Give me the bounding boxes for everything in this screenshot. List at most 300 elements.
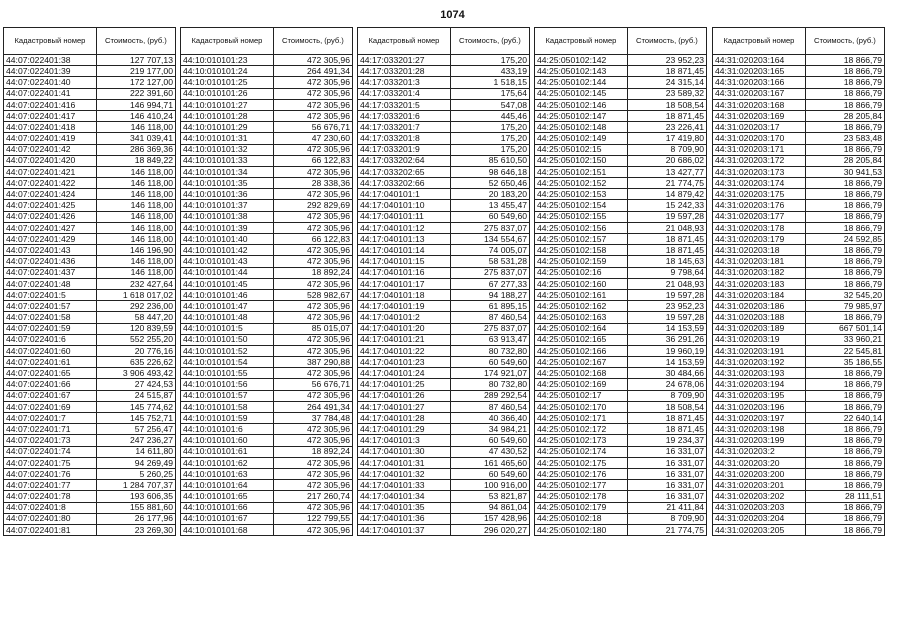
cost-value: 146 118,00 bbox=[96, 189, 175, 200]
table-row bbox=[713, 222, 885, 233]
cost-value: 3 906 493,42 bbox=[96, 368, 175, 379]
table-row bbox=[358, 99, 530, 110]
table-row bbox=[358, 222, 530, 233]
table-row bbox=[4, 144, 176, 155]
cost-value: 21 048,93 bbox=[627, 222, 706, 233]
cadastral-number: 44:10:010101:50 bbox=[181, 334, 274, 345]
cadastral-number: 44:07:022401:65 bbox=[4, 368, 97, 379]
cadastral-number: 44:10:010101:33 bbox=[181, 155, 274, 166]
cost-value: 146 118,00 bbox=[96, 256, 175, 267]
table-row bbox=[358, 468, 530, 479]
cadastral-number: 44:25:050102:160 bbox=[535, 278, 628, 289]
table-row bbox=[713, 524, 885, 535]
cadastral-number: 44:10:010101:43 bbox=[181, 256, 274, 267]
table-row bbox=[535, 491, 707, 502]
cadastral-number: 44:10:010101:37 bbox=[181, 200, 274, 211]
cadastral-number: 44:25:050102:167 bbox=[535, 357, 628, 368]
table-row bbox=[4, 334, 176, 345]
table-row bbox=[535, 401, 707, 412]
cadastral-number: 44:07:022401:422 bbox=[4, 178, 97, 189]
table-row bbox=[181, 301, 353, 312]
cost-value: 174 921,07 bbox=[450, 368, 529, 379]
cost-value: 472 305,96 bbox=[273, 222, 352, 233]
table-row bbox=[181, 55, 353, 66]
table-row bbox=[535, 166, 707, 177]
cadastral-number: 44:07:022401:48 bbox=[4, 278, 97, 289]
table-row bbox=[358, 166, 530, 177]
table-row bbox=[181, 468, 353, 479]
cadastral-number: 44:10:010101:64 bbox=[181, 480, 274, 491]
table-row bbox=[181, 200, 353, 211]
table-row bbox=[4, 413, 176, 424]
table-row bbox=[535, 178, 707, 189]
table-row bbox=[713, 379, 885, 390]
cost-value: 14 153,59 bbox=[627, 323, 706, 334]
cost-value: 445,46 bbox=[450, 110, 529, 121]
cost-value: 30 941,53 bbox=[805, 166, 884, 177]
cost-value: 47 230,60 bbox=[273, 133, 352, 144]
table-row bbox=[535, 99, 707, 110]
cost-value: 18 866,79 bbox=[805, 77, 884, 88]
cost-value: 23 952,23 bbox=[627, 301, 706, 312]
table-row bbox=[713, 390, 885, 401]
table-row bbox=[358, 379, 530, 390]
table-row bbox=[4, 301, 176, 312]
cost-value: 18 866,79 bbox=[805, 211, 884, 222]
cadastral-number: 44:17:040101:34 bbox=[358, 491, 451, 502]
cadastral-number: 44:17:040101:30 bbox=[358, 446, 451, 457]
cadastral-number: 44:10:010101:5 bbox=[181, 323, 274, 334]
cost-value: 87 460,54 bbox=[450, 401, 529, 412]
cadastral-number: 44:17:033202:66 bbox=[358, 178, 451, 189]
cost-value: 18 871,45 bbox=[627, 66, 706, 77]
cadastral-number: 44:31:020203:200 bbox=[713, 468, 806, 479]
table-row bbox=[4, 166, 176, 177]
cost-value: 16 331,07 bbox=[627, 491, 706, 502]
cadastral-number: 44:17:040101:24 bbox=[358, 368, 451, 379]
cadastral-number: 44:17:033201:28 bbox=[358, 66, 451, 77]
cadastral-number: 44:17:040101:16 bbox=[358, 267, 451, 278]
cost-value: 19 597,28 bbox=[627, 211, 706, 222]
cadastral-number: 44:25:050102:147 bbox=[535, 110, 628, 121]
cost-value: 18 866,79 bbox=[805, 278, 884, 289]
cadastral-number: 44:25:050102:16 bbox=[535, 267, 628, 278]
cost-value: 30 484,66 bbox=[627, 368, 706, 379]
table-row bbox=[181, 457, 353, 468]
cadastral-number: 44:10:010101:63 bbox=[181, 468, 274, 479]
cadastral-number: 44:10:010101:34 bbox=[181, 166, 274, 177]
table-row bbox=[535, 424, 707, 435]
cost-value: 18 866,79 bbox=[805, 245, 884, 256]
cadastral-number: 44:31:020203:168 bbox=[713, 99, 806, 110]
table-row bbox=[181, 222, 353, 233]
table-row bbox=[713, 155, 885, 166]
header-cost: Стоимость, (руб.) bbox=[96, 28, 175, 55]
table-row bbox=[535, 66, 707, 77]
cadastral-number: 44:25:050102:152 bbox=[535, 178, 628, 189]
cost-value: 146 118,00 bbox=[96, 234, 175, 245]
cost-value: 18 866,79 bbox=[805, 88, 884, 99]
cost-value: 58 531,28 bbox=[450, 256, 529, 267]
cadastral-number: 44:10:010101:24 bbox=[181, 66, 274, 77]
table-row bbox=[713, 200, 885, 211]
cost-value: 16 331,07 bbox=[627, 468, 706, 479]
cost-value: 18 866,79 bbox=[805, 55, 884, 66]
table-row bbox=[4, 457, 176, 468]
cost-value: 247 236,27 bbox=[96, 435, 175, 446]
table-row bbox=[4, 379, 176, 390]
table-row bbox=[4, 267, 176, 278]
table-row bbox=[535, 189, 707, 200]
cost-value: 120 839,59 bbox=[96, 323, 175, 334]
cost-value: 275 837,07 bbox=[450, 267, 529, 278]
cost-value: 18 866,79 bbox=[805, 401, 884, 412]
table-row bbox=[713, 312, 885, 323]
cadastral-number: 44:07:022401:59 bbox=[4, 323, 97, 334]
cost-value: 146 118,00 bbox=[96, 222, 175, 233]
cadastral-number: 44:10:010101:28 bbox=[181, 110, 274, 121]
cost-value: 528 982,67 bbox=[273, 289, 352, 300]
header-cadastral: Кадастровый номер bbox=[181, 28, 274, 55]
cadastral-number: 44:31:020203:201 bbox=[713, 480, 806, 491]
cadastral-number: 44:31:020203:170 bbox=[713, 133, 806, 144]
cost-value: 21 048,93 bbox=[627, 278, 706, 289]
table-row bbox=[181, 122, 353, 133]
cadastral-number: 44:17:033201:5 bbox=[358, 99, 451, 110]
table-row bbox=[181, 189, 353, 200]
cadastral-number: 44:07:022401:436 bbox=[4, 256, 97, 267]
table-row bbox=[358, 267, 530, 278]
cadastral-number: 44:31:020203:192 bbox=[713, 357, 806, 368]
table-row bbox=[181, 99, 353, 110]
table-row bbox=[535, 289, 707, 300]
cost-value: 264 491,34 bbox=[273, 66, 352, 77]
table-row bbox=[4, 524, 176, 535]
cost-value: 14 879,42 bbox=[627, 189, 706, 200]
cost-value: 264 491,34 bbox=[273, 401, 352, 412]
cost-value: 18 866,79 bbox=[805, 99, 884, 110]
table-row bbox=[4, 77, 176, 88]
cost-value: 18 866,79 bbox=[805, 144, 884, 155]
table-row bbox=[181, 390, 353, 401]
cadastral-number: 44:17:040101:11 bbox=[358, 211, 451, 222]
cost-value: 24 515,87 bbox=[96, 390, 175, 401]
cost-value: 18 866,79 bbox=[805, 524, 884, 535]
cadastral-number: 44:31:020203:194 bbox=[713, 379, 806, 390]
cadastral-number: 44:31:020203:174 bbox=[713, 178, 806, 189]
table-row bbox=[4, 211, 176, 222]
cost-table bbox=[712, 27, 885, 536]
table-row bbox=[181, 166, 353, 177]
cadastral-number: 44:10:010101:58 bbox=[181, 401, 274, 412]
table-row bbox=[535, 379, 707, 390]
table-row bbox=[4, 390, 176, 401]
cadastral-number: 44:10:010101:46 bbox=[181, 289, 274, 300]
cadastral-number: 44:10:010101:59 bbox=[181, 413, 274, 424]
cadastral-number: 44:25:050102:18 bbox=[535, 513, 628, 524]
table-row bbox=[358, 66, 530, 77]
cost-value: 18 866,79 bbox=[805, 457, 884, 468]
table-row bbox=[713, 491, 885, 502]
table-row bbox=[713, 345, 885, 356]
cost-value: 80 732,80 bbox=[450, 345, 529, 356]
cadastral-number: 44:10:010101:52 bbox=[181, 345, 274, 356]
cadastral-number: 44:25:050102:172 bbox=[535, 424, 628, 435]
cost-value: 22 640,14 bbox=[805, 413, 884, 424]
cadastral-number: 44:25:050102:15 bbox=[535, 144, 628, 155]
cost-value: 472 305,96 bbox=[273, 77, 352, 88]
cost-value: 94 861,04 bbox=[450, 502, 529, 513]
table-header-row bbox=[535, 28, 707, 55]
cost-value: 472 305,96 bbox=[273, 502, 352, 513]
cadastral-number: 44:17:040101:3 bbox=[358, 435, 451, 446]
cadastral-number: 44:31:020203:166 bbox=[713, 77, 806, 88]
cadastral-number: 44:07:022401:416 bbox=[4, 99, 97, 110]
table-row bbox=[535, 312, 707, 323]
cadastral-number: 44:07:022401:419 bbox=[4, 133, 97, 144]
cost-value: 27 424,53 bbox=[96, 379, 175, 390]
cadastral-number: 44:25:050102:163 bbox=[535, 312, 628, 323]
cadastral-number: 44:31:020203:183 bbox=[713, 278, 806, 289]
cost-value: 18 892,24 bbox=[273, 446, 352, 457]
cost-value: 36 291,26 bbox=[627, 334, 706, 345]
table-row bbox=[713, 323, 885, 334]
table-row bbox=[181, 524, 353, 535]
cost-value: 79 985,97 bbox=[805, 301, 884, 312]
table-row bbox=[181, 110, 353, 121]
cadastral-number: 44:31:020203:205 bbox=[713, 524, 806, 535]
cadastral-number: 44:10:010101:57 bbox=[181, 390, 274, 401]
cadastral-number: 44:17:040101:29 bbox=[358, 424, 451, 435]
cost-value: 127 707,13 bbox=[96, 55, 175, 66]
cost-value: 146 118,00 bbox=[96, 178, 175, 189]
table-row bbox=[358, 133, 530, 144]
cadastral-number: 44:31:020203:189 bbox=[713, 323, 806, 334]
header-cost: Стоимость, (руб.) bbox=[450, 28, 529, 55]
cost-value: 100 916,00 bbox=[450, 480, 529, 491]
cadastral-number: 44:17:040101:23 bbox=[358, 357, 451, 368]
cost-value: 18 866,79 bbox=[805, 480, 884, 491]
cadastral-number: 44:17:040101:14 bbox=[358, 245, 451, 256]
table-row bbox=[181, 435, 353, 446]
table-row bbox=[4, 189, 176, 200]
cost-value: 472 305,96 bbox=[273, 424, 352, 435]
cadastral-number: 44:25:050102:180 bbox=[535, 524, 628, 535]
table-row bbox=[535, 55, 707, 66]
cost-value: 19 960,19 bbox=[627, 345, 706, 356]
table-row bbox=[713, 66, 885, 77]
cadastral-number: 44:07:022401:437 bbox=[4, 267, 97, 278]
table-row bbox=[181, 446, 353, 457]
table-row bbox=[713, 424, 885, 435]
cost-value: 292 829,69 bbox=[273, 200, 352, 211]
table-row bbox=[358, 457, 530, 468]
cost-value: 552 255,20 bbox=[96, 334, 175, 345]
cadastral-number: 44:07:022401:7 bbox=[4, 413, 97, 424]
cost-value: 146 118,00 bbox=[96, 200, 175, 211]
table-row bbox=[181, 502, 353, 513]
table-row bbox=[4, 312, 176, 323]
table-row bbox=[181, 178, 353, 189]
table-row bbox=[181, 368, 353, 379]
cost-value: 66 122,83 bbox=[273, 234, 352, 245]
cadastral-number: 44:25:050102:155 bbox=[535, 211, 628, 222]
cadastral-number: 44:31:020203:20 bbox=[713, 457, 806, 468]
cadastral-number: 44:25:050102:158 bbox=[535, 245, 628, 256]
table-row bbox=[181, 234, 353, 245]
cadastral-number: 44:25:050102:17 bbox=[535, 390, 628, 401]
table-row bbox=[181, 513, 353, 524]
cost-value: 85 610,50 bbox=[450, 155, 529, 166]
cost-value: 222 391,60 bbox=[96, 88, 175, 99]
cost-value: 1 618 017,02 bbox=[96, 289, 175, 300]
header-cadastral: Кадастровый номер bbox=[4, 28, 97, 55]
table-row bbox=[358, 278, 530, 289]
cadastral-number: 44:31:020203:186 bbox=[713, 301, 806, 312]
table-row bbox=[358, 413, 530, 424]
table-row bbox=[358, 513, 530, 524]
cost-value: 146 410,24 bbox=[96, 110, 175, 121]
cadastral-number: 44:07:022401:38 bbox=[4, 55, 97, 66]
cost-value: 547,08 bbox=[450, 99, 529, 110]
table-row bbox=[4, 99, 176, 110]
table-row bbox=[358, 245, 530, 256]
cadastral-number: 44:10:010101:38 bbox=[181, 211, 274, 222]
cost-value: 472 305,96 bbox=[273, 245, 352, 256]
cost-value: 472 305,96 bbox=[273, 345, 352, 356]
table-row bbox=[713, 513, 885, 524]
table-row bbox=[713, 278, 885, 289]
table-row bbox=[535, 122, 707, 133]
table-row bbox=[713, 301, 885, 312]
cost-value: 15 242,33 bbox=[627, 200, 706, 211]
cost-value: 122 799,55 bbox=[273, 513, 352, 524]
table-row bbox=[535, 345, 707, 356]
cost-value: 40 366,40 bbox=[450, 413, 529, 424]
cadastral-number: 44:31:020203:182 bbox=[713, 267, 806, 278]
cost-value: 18 866,79 bbox=[805, 446, 884, 457]
table-header-row bbox=[181, 28, 353, 55]
table-row bbox=[713, 480, 885, 491]
cost-value: 18 866,79 bbox=[805, 368, 884, 379]
cadastral-number: 44:07:022401:57 bbox=[4, 301, 97, 312]
cadastral-number: 44:07:022401:418 bbox=[4, 122, 97, 133]
cost-value: 175,64 bbox=[450, 88, 529, 99]
cadastral-number: 44:31:020203:165 bbox=[713, 66, 806, 77]
table-row bbox=[181, 211, 353, 222]
cadastral-number: 44:10:010101:26 bbox=[181, 88, 274, 99]
cadastral-number: 44:31:020203:188 bbox=[713, 312, 806, 323]
cadastral-number: 44:10:010101:36 bbox=[181, 189, 274, 200]
table-row bbox=[358, 211, 530, 222]
cost-value: 275 837,07 bbox=[450, 222, 529, 233]
cadastral-number: 44:17:040101:21 bbox=[358, 334, 451, 345]
cost-value: 161 465,60 bbox=[450, 457, 529, 468]
cadastral-number: 44:17:040101:12 bbox=[358, 222, 451, 233]
header-cost: Стоимость, (руб.) bbox=[627, 28, 706, 55]
cost-value: 18 866,79 bbox=[805, 256, 884, 267]
table-header-row bbox=[4, 28, 176, 55]
cadastral-number: 44:31:020203:203 bbox=[713, 502, 806, 513]
table-row bbox=[4, 133, 176, 144]
cadastral-number: 44:10:010101:44 bbox=[181, 267, 274, 278]
cadastral-number: 44:10:010101:45 bbox=[181, 278, 274, 289]
table-row bbox=[4, 222, 176, 233]
table-row bbox=[4, 256, 176, 267]
table-row bbox=[358, 55, 530, 66]
cadastral-number: 44:31:020203:198 bbox=[713, 424, 806, 435]
table-row bbox=[4, 234, 176, 245]
table-row bbox=[535, 245, 707, 256]
table-row bbox=[181, 491, 353, 502]
cadastral-number: 44:17:040101:2 bbox=[358, 312, 451, 323]
cost-value: 19 234,37 bbox=[627, 435, 706, 446]
cadastral-number: 44:10:010101:27 bbox=[181, 99, 274, 110]
cost-value: 24 592,85 bbox=[805, 234, 884, 245]
cost-value: 155 881,60 bbox=[96, 502, 175, 513]
table-row bbox=[713, 368, 885, 379]
cadastral-number: 44:10:010101:68 bbox=[181, 524, 274, 535]
cadastral-number: 44:17:033201:4 bbox=[358, 88, 451, 99]
table-row bbox=[358, 480, 530, 491]
table-row bbox=[535, 357, 707, 368]
cadastral-number: 44:31:020203:184 bbox=[713, 289, 806, 300]
table-row bbox=[535, 155, 707, 166]
cost-value: 28 338,36 bbox=[273, 178, 352, 189]
table-row bbox=[535, 144, 707, 155]
header-cost: Стоимость, (руб.) bbox=[805, 28, 884, 55]
cost-value: 193 606,35 bbox=[96, 491, 175, 502]
cadastral-number: 44:25:050102:179 bbox=[535, 502, 628, 513]
cadastral-number: 44:07:022401:80 bbox=[4, 513, 97, 524]
cadastral-number: 44:07:022401:61 bbox=[4, 357, 97, 368]
cost-value: 21 774,75 bbox=[627, 524, 706, 535]
table-row bbox=[713, 77, 885, 88]
table-row bbox=[535, 502, 707, 513]
cadastral-number: 44:07:022401:421 bbox=[4, 166, 97, 177]
cadastral-number: 44:17:033201:27 bbox=[358, 55, 451, 66]
table-row bbox=[713, 245, 885, 256]
cost-value: 18 866,79 bbox=[805, 122, 884, 133]
cadastral-number: 44:25:050102:157 bbox=[535, 234, 628, 245]
cadastral-number: 44:25:050102:165 bbox=[535, 334, 628, 345]
cost-value: 219 177,00 bbox=[96, 66, 175, 77]
table-row bbox=[535, 334, 707, 345]
cost-value: 472 305,96 bbox=[273, 88, 352, 99]
cost-value: 472 305,96 bbox=[273, 334, 352, 345]
cost-value: 61 895,15 bbox=[450, 301, 529, 312]
table-row bbox=[535, 480, 707, 491]
cost-value: 19 597,28 bbox=[627, 312, 706, 323]
table-row bbox=[4, 468, 176, 479]
table-row bbox=[358, 77, 530, 88]
cost-value: 47 430,52 bbox=[450, 446, 529, 457]
cadastral-number: 44:10:010101:29 bbox=[181, 122, 274, 133]
cost-value: 18 866,79 bbox=[805, 424, 884, 435]
cost-value: 472 305,96 bbox=[273, 435, 352, 446]
table-row bbox=[713, 289, 885, 300]
cadastral-number: 44:31:020203:202 bbox=[713, 491, 806, 502]
cost-value: 28 205,84 bbox=[805, 110, 884, 121]
table-row bbox=[535, 390, 707, 401]
cadastral-number: 44:25:050102:166 bbox=[535, 345, 628, 356]
cadastral-number: 44:07:022401:75 bbox=[4, 457, 97, 468]
cost-value: 53 821,87 bbox=[450, 491, 529, 502]
table-row bbox=[713, 189, 885, 200]
table-row bbox=[535, 278, 707, 289]
cadastral-number: 44:17:040101:1 bbox=[358, 189, 451, 200]
cadastral-number: 44:25:050102:144 bbox=[535, 77, 628, 88]
